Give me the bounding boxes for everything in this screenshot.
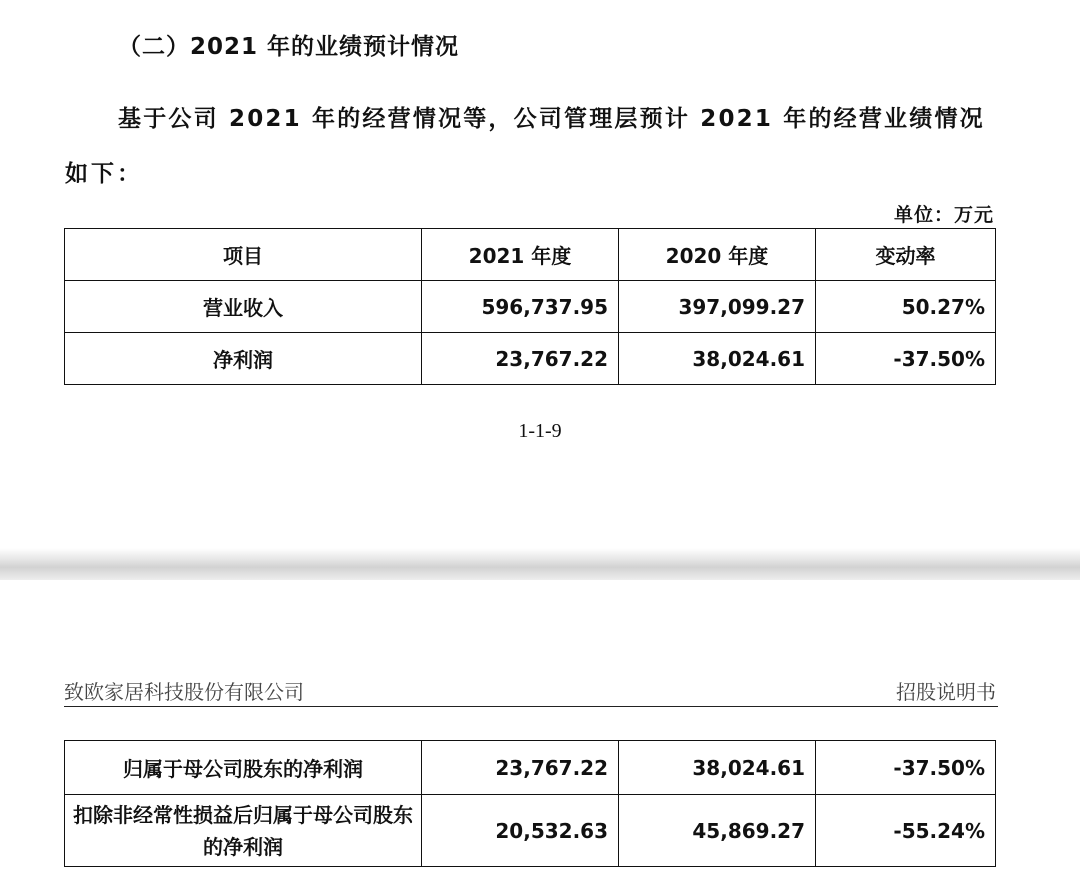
header-change-rate: 变动率 [816, 229, 996, 281]
header-2020: 2020 年度 [619, 229, 816, 281]
row-2021-value: 23,767.22 [422, 741, 619, 795]
row-item: 扣除非经常性损益后归属于母公司股东的净利润 [65, 795, 422, 867]
table-row [65, 795, 996, 867]
row-change-rate: -55.24% [816, 795, 996, 867]
row-2020-value: 38,024.61 [619, 741, 816, 795]
document-type-header: 招股说明书 [896, 682, 996, 704]
unit-label: 单位：万元 [893, 204, 994, 226]
table-row [65, 281, 996, 333]
row-change-rate: -37.50% [816, 333, 996, 385]
page-separator [0, 548, 1080, 580]
row-item: 归属于母公司股东的净利润 [65, 741, 422, 795]
row-2021-value: 20,532.63 [422, 795, 619, 867]
header-item: 项目 [65, 229, 422, 281]
intro-paragraph-line2: 如下： [65, 161, 143, 187]
row-2021-value: 23,767.22 [422, 333, 619, 385]
header-2021: 2021 年度 [422, 229, 619, 281]
performance-forecast-table [64, 228, 996, 385]
company-name-header: 致欧家居科技股份有限公司 [64, 682, 304, 704]
performance-forecast-table-continued [64, 740, 996, 867]
row-2021-value: 596,737.95 [422, 281, 619, 333]
row-2020-value: 45,869.27 [619, 795, 816, 867]
row-2020-value: 397,099.27 [619, 281, 816, 333]
row-2020-value: 38,024.61 [619, 333, 816, 385]
table-row [65, 333, 996, 385]
row-change-rate: 50.27% [816, 281, 996, 333]
page-number: 1-1-9 [518, 420, 562, 442]
table-header-row [65, 229, 996, 281]
table-row [65, 741, 996, 795]
section-heading: （二）2021 年的业绩预计情况 [118, 34, 460, 60]
header-divider [64, 706, 998, 707]
row-item: 营业收入 [65, 281, 422, 333]
row-change-rate: -37.50% [816, 741, 996, 795]
intro-paragraph-line1: 基于公司 2021 年的经营情况等，公司管理层预计 2021 年的经营业绩情况 [118, 106, 985, 132]
row-item: 净利润 [65, 333, 422, 385]
